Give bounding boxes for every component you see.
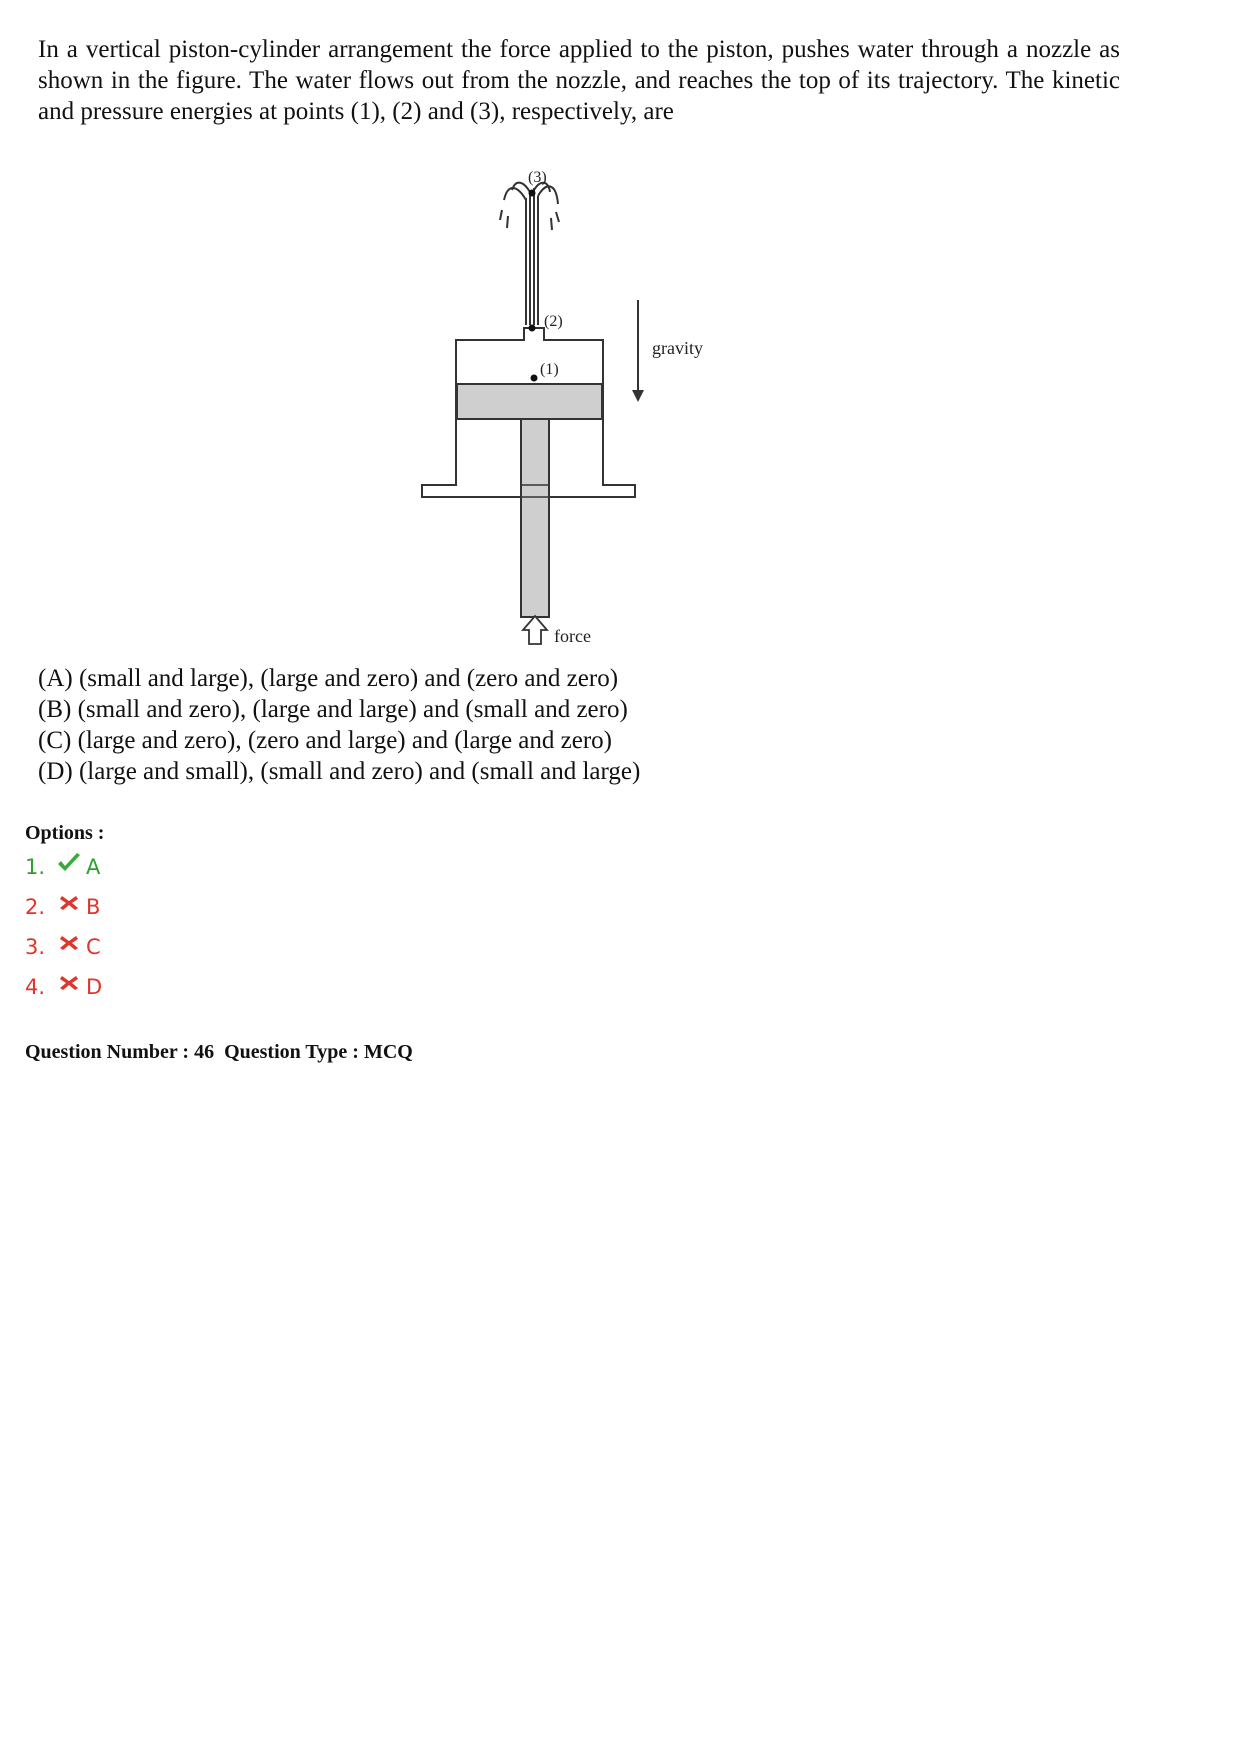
option-letter: B	[86, 895, 101, 919]
point2-label: (2)	[544, 313, 563, 330]
question-meta	[25, 1041, 413, 1064]
jet-arc-left	[504, 188, 526, 200]
question-number: 46	[194, 1041, 215, 1063]
drop-right-2	[551, 218, 552, 230]
cross-icon	[56, 972, 82, 996]
point3-label: (3)	[528, 169, 547, 186]
point1-label: (1)	[540, 361, 559, 378]
piston	[457, 384, 602, 419]
force-arrow	[523, 616, 547, 644]
option-letter: C	[86, 935, 101, 959]
option-row-4	[25, 975, 102, 1015]
option-row-1	[25, 855, 102, 895]
question-type: MCQ	[363, 1041, 413, 1063]
piston-rod	[521, 419, 549, 617]
point2-dot	[529, 325, 536, 332]
gravity-arrowhead	[632, 390, 644, 402]
option-list	[25, 855, 102, 1015]
options-heading: Options :	[25, 822, 105, 844]
point3-dot	[529, 190, 536, 197]
question-text: In a vertical piston-cylinder arrangement the force applied to the piston, pushes water through a nozzle as shown in the figure. The water flows out from the nozzle, and reaches the top of its trajectory. The kinetic and pressure energies at points (1), (2) and (3), respectively, are	[38, 36, 1120, 125]
jet-arc-right	[538, 186, 558, 204]
cross-icon	[56, 932, 82, 956]
option-row-2	[25, 895, 102, 935]
force-label: force	[554, 626, 591, 646]
cross-icon	[56, 892, 82, 916]
point1-dot	[531, 375, 538, 382]
option-number: 2.	[25, 895, 46, 919]
drop-left-2	[507, 216, 508, 228]
water-jet	[500, 183, 559, 325]
question-number-label: Question Number :	[25, 1041, 190, 1063]
drop-left-1	[500, 210, 502, 220]
option-row-3	[25, 935, 102, 975]
question-type-label: Question Type :	[224, 1041, 359, 1063]
check-icon	[56, 852, 82, 876]
choice-b: (B) (small and zero), (large and large) and (small and zero)	[38, 696, 628, 723]
gravity-label: gravity	[652, 338, 703, 358]
choice-d: (D) (large and small), (small and zero) and (small and large)	[38, 758, 641, 785]
option-letter: A	[86, 855, 101, 879]
choice-a: (A) (small and large), (large and zero) and (zero and zero)	[38, 665, 619, 692]
option-number: 3.	[25, 935, 46, 959]
piston-cylinder-figure	[420, 160, 740, 660]
drop-right-1	[556, 212, 559, 222]
figure-svg	[420, 160, 740, 660]
option-letter: D	[86, 975, 103, 999]
option-number: 1.	[25, 855, 46, 879]
choice-c: (C) (large and zero), (zero and large) and (large and zero)	[38, 727, 612, 754]
answer-choices	[38, 663, 640, 787]
option-number: 4.	[25, 975, 46, 999]
